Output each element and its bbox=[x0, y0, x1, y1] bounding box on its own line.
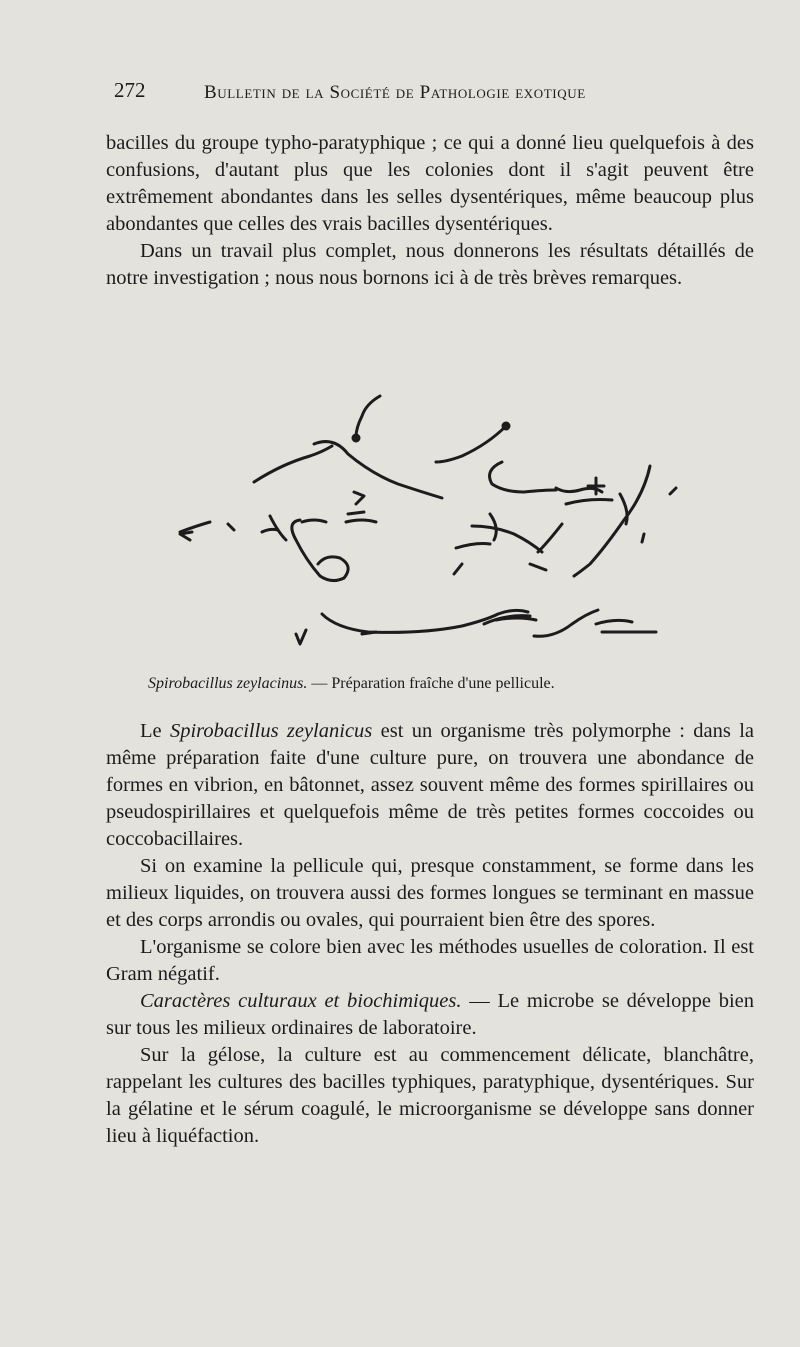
bacterium-shape bbox=[534, 610, 598, 636]
bacterium-shape bbox=[180, 522, 210, 532]
bacterium-shape bbox=[180, 532, 192, 540]
section-subheading: Caractères culturaux et biochimiques. bbox=[140, 990, 462, 1012]
paragraph-text: est un organisme très polymorphe : dans la même préparation faite d'une culture pure, on trouvera une abondance de formes en vibrion, en bâtonnet, assez souvent même des formes spirillaires ou pseudospirillaires et quelquefois même de très petites formes coccoides ou coccobacillaires. bbox=[106, 720, 754, 850]
paragraph: Dans un travail plus complet, nous donnerons les résultats détaillés de notre investigation ; nous nous bornons ici à de très brèves remarques. bbox=[106, 240, 754, 289]
text-block-top bbox=[106, 130, 754, 292]
bacterium-shape bbox=[642, 534, 644, 542]
paragraph: L'organisme se colore bien avec les méthodes usuelles de coloration. Il est Gram négatif. bbox=[106, 936, 754, 985]
species-name: Spirobacillus zeylanicus bbox=[169, 720, 373, 742]
bacterium-shape bbox=[490, 462, 556, 492]
bacterium-shape bbox=[454, 564, 462, 574]
bacterium-shape bbox=[436, 426, 506, 462]
paragraph-lead-text: Le bbox=[140, 720, 170, 742]
paragraph-continued: bacilles du groupe typho-paratyphique ; ce qui a donné lieu quelquefois à des confusions, d'autant plus que les colonies dont il s'agit peuvent être extrêmement abondantes dans les selles dysentériques, même beaucoup plus abondantes que celles des vrais bacilles dysentériques. bbox=[106, 132, 754, 235]
page-header bbox=[114, 78, 740, 108]
bacterium-shape bbox=[354, 492, 364, 504]
bacterium-shape bbox=[574, 466, 650, 576]
paragraph bbox=[106, 988, 754, 1042]
paragraph: Sur la gélose, la culture est au commencement délicate, blanchâtre, rappelant les cultures des bacilles typhiques, paratyphique, dysentériques. Sur la gélatine et le sérum coagulé, le microorganisme se développe sans donner lieu à liquéfaction. bbox=[106, 1044, 754, 1147]
bacterium-shape bbox=[472, 526, 542, 552]
bacterium-shape bbox=[353, 435, 359, 441]
paragraph: Si on examine la pellicule qui, presque constamment, se forme dans les milieux liquides, on trouvera aussi des formes longues se terminant en massue et des corps arrondis ou ovales, qui pourraient bien être des spores. bbox=[106, 855, 754, 931]
bacterium-shape bbox=[503, 423, 509, 429]
page-number: 272 bbox=[114, 78, 146, 102]
bacterium-shape bbox=[356, 396, 380, 437]
bacterium-shape bbox=[496, 618, 536, 620]
figure-drawing bbox=[150, 382, 710, 662]
caption-species-name: Spirobacillus zeylacinus. bbox=[148, 675, 308, 692]
bacterium-shape bbox=[322, 610, 528, 632]
paragraph-text: — Le microbe se développe bien sur tous les milieux ordinaires de laboratoire. bbox=[106, 990, 754, 1039]
bacterium-shape bbox=[228, 524, 234, 530]
bacterium-shape bbox=[296, 630, 306, 644]
bacterium-shape bbox=[566, 500, 612, 505]
bacteria-illustration bbox=[150, 382, 710, 662]
paragraph bbox=[106, 718, 754, 853]
text-block-bottom bbox=[106, 718, 754, 1150]
bacterium-shape bbox=[362, 632, 376, 634]
running-title: Bulletin de la Société de Pathologie exotique bbox=[204, 82, 586, 103]
bacterium-shape bbox=[538, 524, 562, 552]
figure-caption bbox=[148, 675, 555, 693]
bacterium-shape bbox=[530, 564, 546, 570]
bacterium-shape bbox=[262, 529, 278, 532]
bacterium-shape bbox=[348, 512, 364, 514]
bacterium-shape bbox=[670, 488, 676, 494]
bacterium-shape bbox=[596, 620, 632, 624]
caption-description: — Préparation fraîche d'une pellicule. bbox=[307, 675, 555, 692]
bacterium-shape bbox=[456, 544, 490, 549]
bacterium-shape bbox=[346, 520, 376, 522]
bacterium-shape bbox=[254, 446, 332, 482]
bacterium-shape bbox=[314, 442, 442, 498]
bacterium-shape bbox=[302, 520, 326, 522]
bacterium-shape bbox=[292, 520, 348, 581]
